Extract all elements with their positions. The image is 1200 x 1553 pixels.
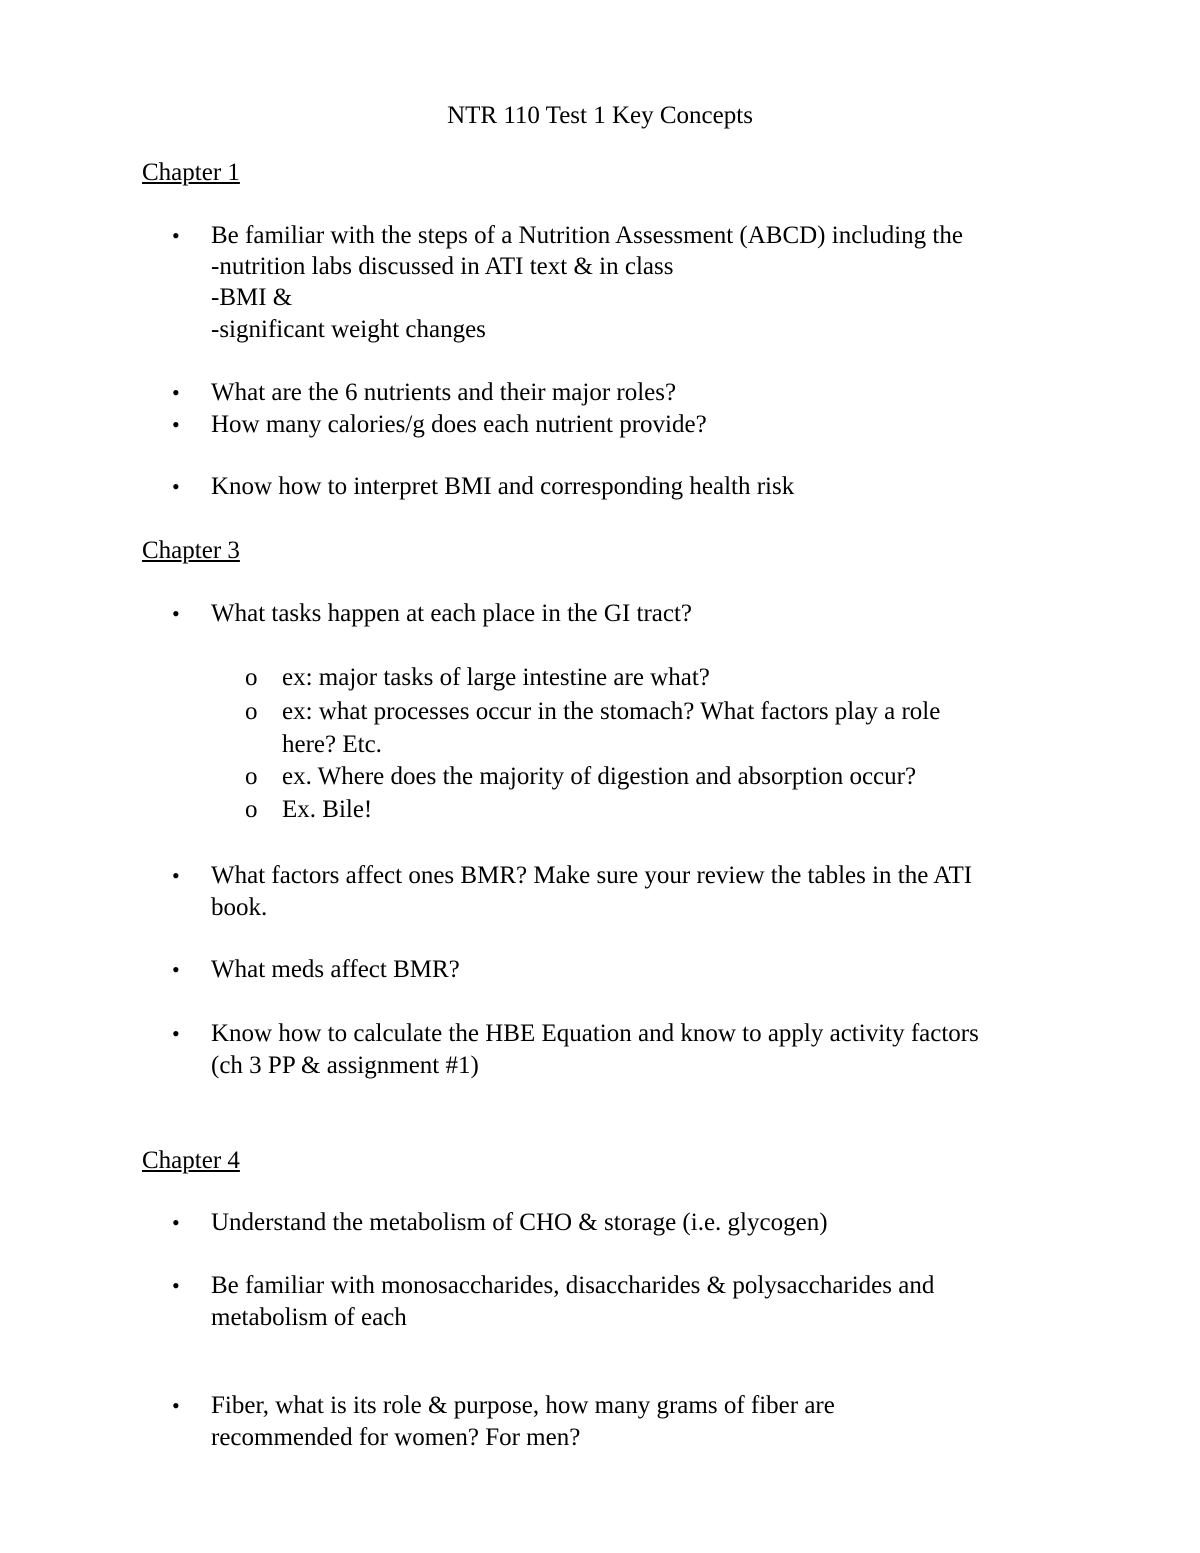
bullet-icon: • bbox=[172, 863, 180, 888]
bullet-icon: • bbox=[172, 380, 180, 405]
page-title: NTR 110 Test 1 Key Concepts bbox=[447, 102, 753, 129]
sub-bullet-icon: o bbox=[245, 796, 258, 823]
list-item-text: Fiber, what is its role & purpose, how many grams of fiber are bbox=[211, 1392, 835, 1419]
list-item-text: How many calories/g does each nutrient provide? bbox=[211, 411, 707, 438]
list-item-text: metabolism of each bbox=[211, 1304, 407, 1331]
sub-list-item-text: here? Etc. bbox=[282, 731, 382, 758]
list-item-text: recommended for women? For men? bbox=[211, 1424, 581, 1451]
list-item-text: Be familiar with monosaccharides, disaccharides & polysaccharides and bbox=[211, 1272, 935, 1299]
list-item-text: What are the 6 nutrients and their major roles? bbox=[211, 379, 677, 406]
bullet-icon: • bbox=[172, 1021, 180, 1046]
sub-list-item-text: ex. Where does the majority of digestion and absorption occur? bbox=[282, 763, 917, 790]
bullet-icon: • bbox=[172, 223, 180, 248]
bullet-icon: • bbox=[172, 957, 180, 982]
list-item-text: Know how to interpret BMI and corresponding health risk bbox=[211, 473, 795, 500]
sub-list-item-text: Ex. Bile! bbox=[282, 796, 373, 823]
list-item-text: What tasks happen at each place in the GI tract? bbox=[211, 600, 693, 627]
bullet-icon: • bbox=[172, 412, 180, 437]
sub-bullet-icon: o bbox=[245, 698, 258, 725]
list-item-text: Understand the metabolism of CHO & storage (i.e. glycogen) bbox=[211, 1209, 828, 1236]
chapter-3-heading: Chapter 3 bbox=[142, 537, 240, 564]
list-item-text: book. bbox=[211, 894, 268, 921]
list-item-text: What meds affect BMR? bbox=[211, 956, 460, 983]
sub-bullet-icon: o bbox=[245, 664, 258, 691]
sub-bullet-icon: o bbox=[245, 763, 258, 790]
list-item-text: What factors affect ones BMR? Make sure your review the tables in the ATI bbox=[211, 862, 973, 889]
chapter-4-heading: Chapter 4 bbox=[142, 1147, 240, 1174]
list-item-text: Know how to calculate the HBE Equation and know to apply activity factors bbox=[211, 1020, 979, 1047]
bullet-icon: • bbox=[172, 1273, 180, 1298]
bullet-icon: • bbox=[172, 601, 180, 626]
sub-list-item-text: ex: major tasks of large intestine are what? bbox=[282, 664, 710, 691]
sub-list-item-text: ex: what processes occur in the stomach? What factors play a role bbox=[282, 698, 941, 725]
chapter-1-heading: Chapter 1 bbox=[142, 159, 240, 186]
bullet-icon: • bbox=[172, 474, 180, 499]
list-item-text: -significant weight changes bbox=[211, 316, 486, 343]
list-item-text: (ch 3 PP & assignment #1) bbox=[211, 1052, 479, 1079]
list-item-text: -BMI & bbox=[211, 284, 293, 311]
list-item-text: -nutrition labs discussed in ATI text & in class bbox=[211, 253, 674, 280]
bullet-icon: • bbox=[172, 1393, 180, 1418]
bullet-icon: • bbox=[172, 1210, 180, 1235]
list-item-text: Be familiar with the steps of a Nutrition Assessment (ABCD) including the bbox=[211, 222, 963, 249]
